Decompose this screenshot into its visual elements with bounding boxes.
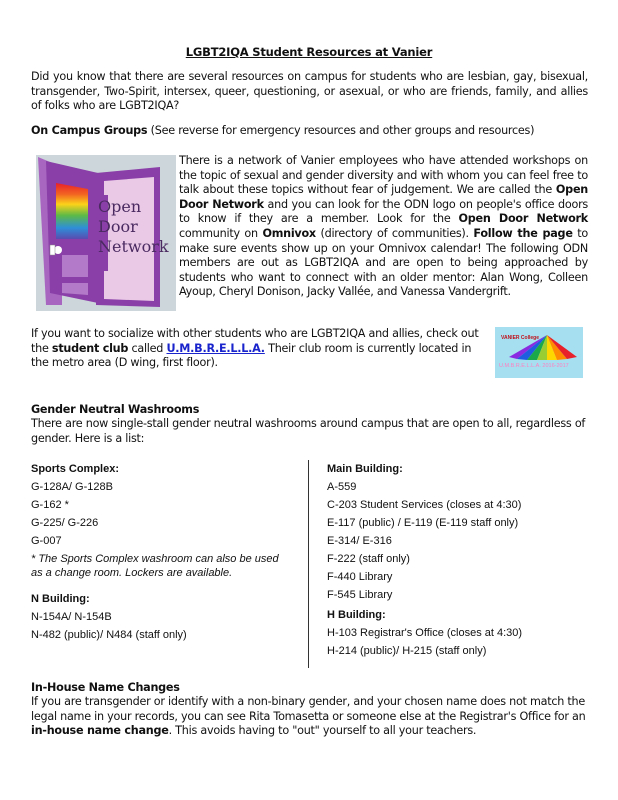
washroom-item: G-128A/ G-128B [31, 481, 113, 493]
washroom-item: N-482 (public)/ N484 (staff only) [31, 629, 187, 641]
open-door-network-logo [36, 155, 176, 311]
club-bold-student-club: student club [51, 341, 129, 355]
washroom-item: H-103 Registrar's Office (closes at 4:30) [327, 627, 523, 639]
odn-bold-follow-the-page: Follow the page [473, 226, 573, 240]
odn-bold-open-door-network: Open Door Network [458, 212, 588, 226]
washroom-item: G-007 [31, 535, 62, 547]
odn-logo-text [98, 197, 169, 257]
umbrella-link[interactable]: U.M.B.R.E.L.L.A. [166, 341, 265, 355]
on-campus-groups-heading: On Campus Groups [31, 124, 148, 137]
washroom-item: N-154A/ N-154B [31, 611, 112, 623]
name-change-heading-text: In-House Name Changes [31, 681, 180, 694]
on-campus-groups-line [31, 124, 588, 139]
washrooms-intro: There are now single-stall gender neutral washrooms around campus that are open to all, regardless of gender. Here is a list: [31, 417, 586, 445]
washroom-item: F-222 (staff only) [327, 553, 410, 565]
name-change-text: . This avoids having to "out" yourself to all your teachers. [168, 724, 477, 738]
odn-text: community on [179, 226, 263, 240]
sports-complex-heading: Sports Complex: [31, 463, 120, 475]
washrooms-heading [31, 403, 588, 418]
odn-text: and you can look for the ODN logo on people's office doors to know if they are a member. Look for the [179, 197, 588, 226]
odn-bold-omnivox: Omnivox [262, 226, 316, 240]
washroom-item: G-225/ G-226 [31, 517, 99, 529]
washrooms-heading-text: Gender Neutral Washrooms [31, 403, 200, 416]
washroom-list-right [327, 460, 597, 660]
student-club-paragraph [31, 327, 481, 371]
odn-bold-open-door-network: Open Door Network [179, 183, 588, 211]
washroom-list-left [31, 460, 291, 644]
club-text: Their club room is currently located in the metro area (D wing, first floor). [31, 341, 472, 370]
odn-text: (directory of communities). [315, 226, 474, 240]
club-text: called [128, 341, 167, 355]
odn-text: to make sure events show up on your Omnivox calendar! The following ODN members are out as LGBT2IQA and are open to being approached by students who want to connect with an older mentor: Alan Wong, Colleen Ayoup, Cheryl Donison, Jacky Vallée, and Vanessa Vandergrift. [179, 226, 588, 299]
umbrella-logo-top-text: VANIER College [501, 335, 539, 341]
main-building-heading: Main Building: [327, 463, 403, 475]
club-text: If you want to socialize with other students who are LGBT2IQA and allies, check out the [31, 327, 479, 355]
odn-logo-word: Network [98, 237, 169, 256]
on-campus-groups-note: (See reverse for emergency resources and other groups and resources) [147, 124, 535, 137]
washroom-item: A-559 [327, 481, 357, 493]
umbrella-club-logo [495, 327, 583, 378]
name-change-text: If you are transgender or identify with a non-binary gender, and your chosen name does not match the legal name in your records, you can see Rita Tomasetta or someone else at the Registrar's Office for an [31, 695, 586, 723]
washroom-item: G-162 * [31, 499, 69, 511]
name-change-paragraph [31, 695, 591, 739]
washroom-item: C-203 Student Services (closes at 4:30) [327, 499, 522, 511]
page-title: LGBT2IQA Student Resources at Vanier [185, 45, 433, 59]
washroom-item: F-545 Library [327, 589, 393, 601]
umbrella-logo-bottom-text: U.M.B.R.E.L.L.A. 2016-2017 [499, 363, 569, 369]
odn-text: There is a network of Vanier employees who have attended workshops on the topic of sexual and gender diversity and with whom you can feel free to talk about these topics without fear of judgement. We are called the [179, 154, 588, 197]
odn-logo-word: Open [98, 197, 142, 216]
washroom-item: H-214 (public)/ H-215 (staff only) [327, 645, 487, 657]
column-divider [308, 460, 309, 668]
washroom-item: E-314/ E-316 [327, 535, 392, 547]
intro-paragraph: Did you know that there are several resources on campus for students who are lesbian, gay, bisexual, transgender, Two-Spirit, intersex, queer, questioning, or asexual, or who are friends, family, and allies of folks who are LGBT2IQA? [31, 70, 588, 113]
odn-logo-word: Door [98, 217, 138, 236]
sports-complex-note: * The Sports Complex washroom can also be used as a change room. Lockers are available. [31, 553, 279, 579]
h-building-heading: H Building: [327, 609, 386, 621]
open-door-network-paragraph [179, 154, 588, 300]
washroom-item: F-440 Library [327, 571, 393, 583]
name-change-heading [31, 681, 588, 696]
n-building-heading: N Building: [31, 593, 90, 605]
washroom-item: E-117 (public) / E-119 (E-119 staff only) [327, 517, 519, 529]
name-change-bold: in-house name change [31, 724, 169, 738]
